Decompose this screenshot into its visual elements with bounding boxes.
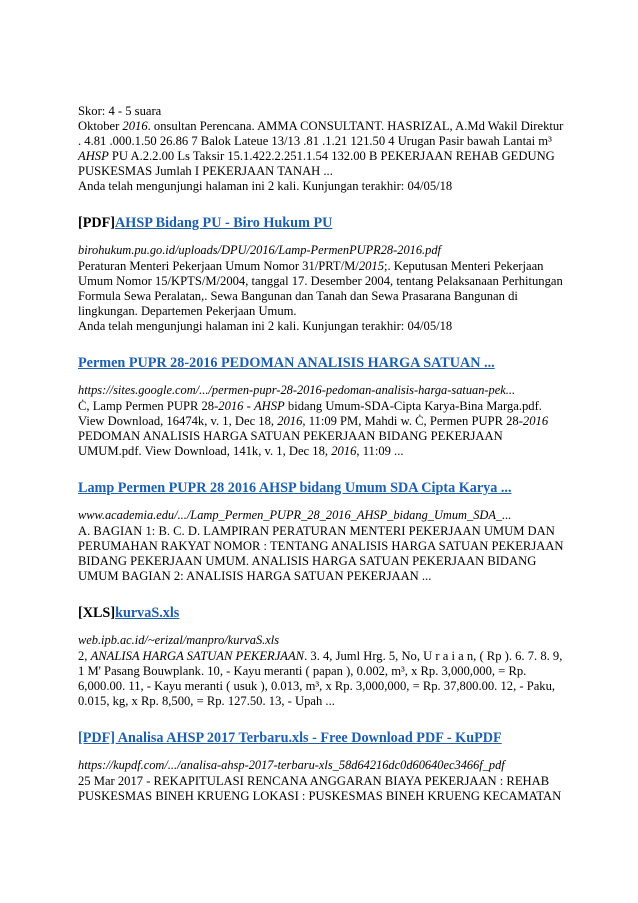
result-2 xyxy=(78,354,568,459)
result-link[interactable]: Lamp Permen PUPR 28 2016 AHSP bidang Umum SDA Cipta Karya ... xyxy=(78,480,512,496)
result-url: https://sites.google.com/.../permen-pupr-28-2016-pedoman-analisis-harga-satuan-pek... xyxy=(78,383,516,397)
result-title xyxy=(78,729,568,747)
visited-note: Anda telah mengunjungi halaman ini 2 kali. Kunjungan terakhir: 04/05/18 xyxy=(78,179,453,193)
result-5 xyxy=(78,729,568,804)
snippet-text: 25 Mar 2017 - REKAPITULASI RENCANA ANGGARAN BIAYA PEKERJAAN : REHAB PUSKESMAS BINEH KRUENG LOKASI : PUSKESMAS BINEH KRUENG KECAMATAN xyxy=(78,774,562,803)
result-link[interactable]: Permen PUPR 28-2016 PEDOMAN ANALISIS HARGA SATUAN ... xyxy=(78,355,495,371)
snippet-text: Ċ, Lamp Permen PUPR 28-2016 - AHSP bidang Umum-SDA-Cipta Karya-Bina Marga.pdf. View Download, 16474k, v. 1, Dec 18, 2016, 11:09 PM, Mahdi w. Ċ, Permen PUPR 28-2016 PEDOMAN ANALISIS HARGA SATUAN PEKERJAAN BIDANG PEKERJAAN UMUM.pdf. View Download, 141k, v. 1, Dec 18, 2016, 11:09 ... xyxy=(78,399,549,458)
result-url: www.academia.edu/.../Lamp_Permen_PUPR_28_2016_AHSP_bidang_Umum_SDA_... xyxy=(78,508,512,522)
result-title xyxy=(78,604,568,622)
result-link[interactable]: AHSP Bidang PU - Biro Hukum PU xyxy=(115,215,333,231)
result-title xyxy=(78,479,568,497)
result-title xyxy=(78,354,568,372)
snippet-text: Peraturan Menteri Pekerjaan Umum Nomor 31/PRT/M/2015;. Keputusan Menteri Pekerjaan Umum Nomor 15/KPTS/M/2004, tanggal 17. Desember 2004, tentang Pelaksanaan Perhitungan Formula Sewa Peralatan,. Sewa Bangunan dan Tanah dan Sewa Prasarana Bangunan di lingkungan. Departemen Pekerjaan Umum. xyxy=(78,259,563,318)
file-type-tag: [PDF] xyxy=(78,215,116,231)
result-3 xyxy=(78,479,568,584)
result-link[interactable]: kurvaS.xls xyxy=(115,605,180,621)
result-url: birohukum.pu.go.id/uploads/DPU/2016/Lamp-PermenPUPR28-2016.pdf xyxy=(78,243,441,257)
result-1 xyxy=(78,214,568,334)
snippet-text: Oktober 2016. onsultan Perencana. AMMA CONSULTANT. HASRIZAL, A.Md Wakil Direktur . 4.81 .000.1.50 26.86 7 Balok Lateue 13/13 .81 .1.21 121.50 4 Urugan Pasir bawah Lantai m³ AHSP PU A.2.2.00 Ls Taksir 15.1.422.2.251.1.54 132.00 B PEKERJAAN REHAB GEDUNG PUSKESMAS Jumlah I PEKERJAAN TANAH ... xyxy=(78,119,564,178)
document-page xyxy=(78,104,568,804)
rating-text: Skor: 4 - 5 suara xyxy=(78,104,162,118)
result-url: https://kupdf.com/.../analisa-ahsp-2017-terbaru-xls_58d64216dc0d60640ec3466f_pdf xyxy=(78,758,505,772)
result-url: web.ipb.ac.id/~erizal/manpro/kurvaS.xls xyxy=(78,633,280,647)
result-title xyxy=(78,214,568,232)
snippet-text: 2, ANALISA HARGA SATUAN PEKERJAAN. 3. 4, Juml Hrg. 5, No, U r a i a n, ( Rp ). 6. 7. 8. 9, 1 M' Pasang Bouwplank. 10, - Kayu meranti ( papan ), 0.002, m³, x Rp. 3,000,000, = Rp. 6,000.00. 11, - Kayu meranti ( usuk ), 0.013, m³, x Rp. 3,000,000, = Rp. 37,800.00. 12, - Paku, 0.015, kg, x Rp. 8,500, = Rp. 127.50. 13, - Upah ... xyxy=(78,649,563,708)
result-link[interactable]: [PDF] Analisa AHSP 2017 Terbaru.xls - Free Download PDF - KuPDF xyxy=(78,730,502,746)
result-previous-snippet xyxy=(78,104,568,194)
file-type-tag: [XLS] xyxy=(78,605,116,621)
visited-note: Anda telah mengunjungi halaman ini 2 kali. Kunjungan terakhir: 04/05/18 xyxy=(78,319,453,333)
result-4 xyxy=(78,604,568,709)
snippet-text: A. BAGIAN 1: B. C. D. LAMPIRAN PERATURAN MENTERI PEKERJAAN UMUM DAN PERUMAHAN RAKYAT NOMOR : TENTANG ANALISIS HARGA SATUAN PEKERJAAN BIDANG PEKERJAAN UMUM. ANALISIS HARGA SATUAN PEKERJAAN BIDANG UMUM BAGIAN 2: ANALISIS HARGA SATUAN PEKERJAAN ... xyxy=(78,524,564,583)
